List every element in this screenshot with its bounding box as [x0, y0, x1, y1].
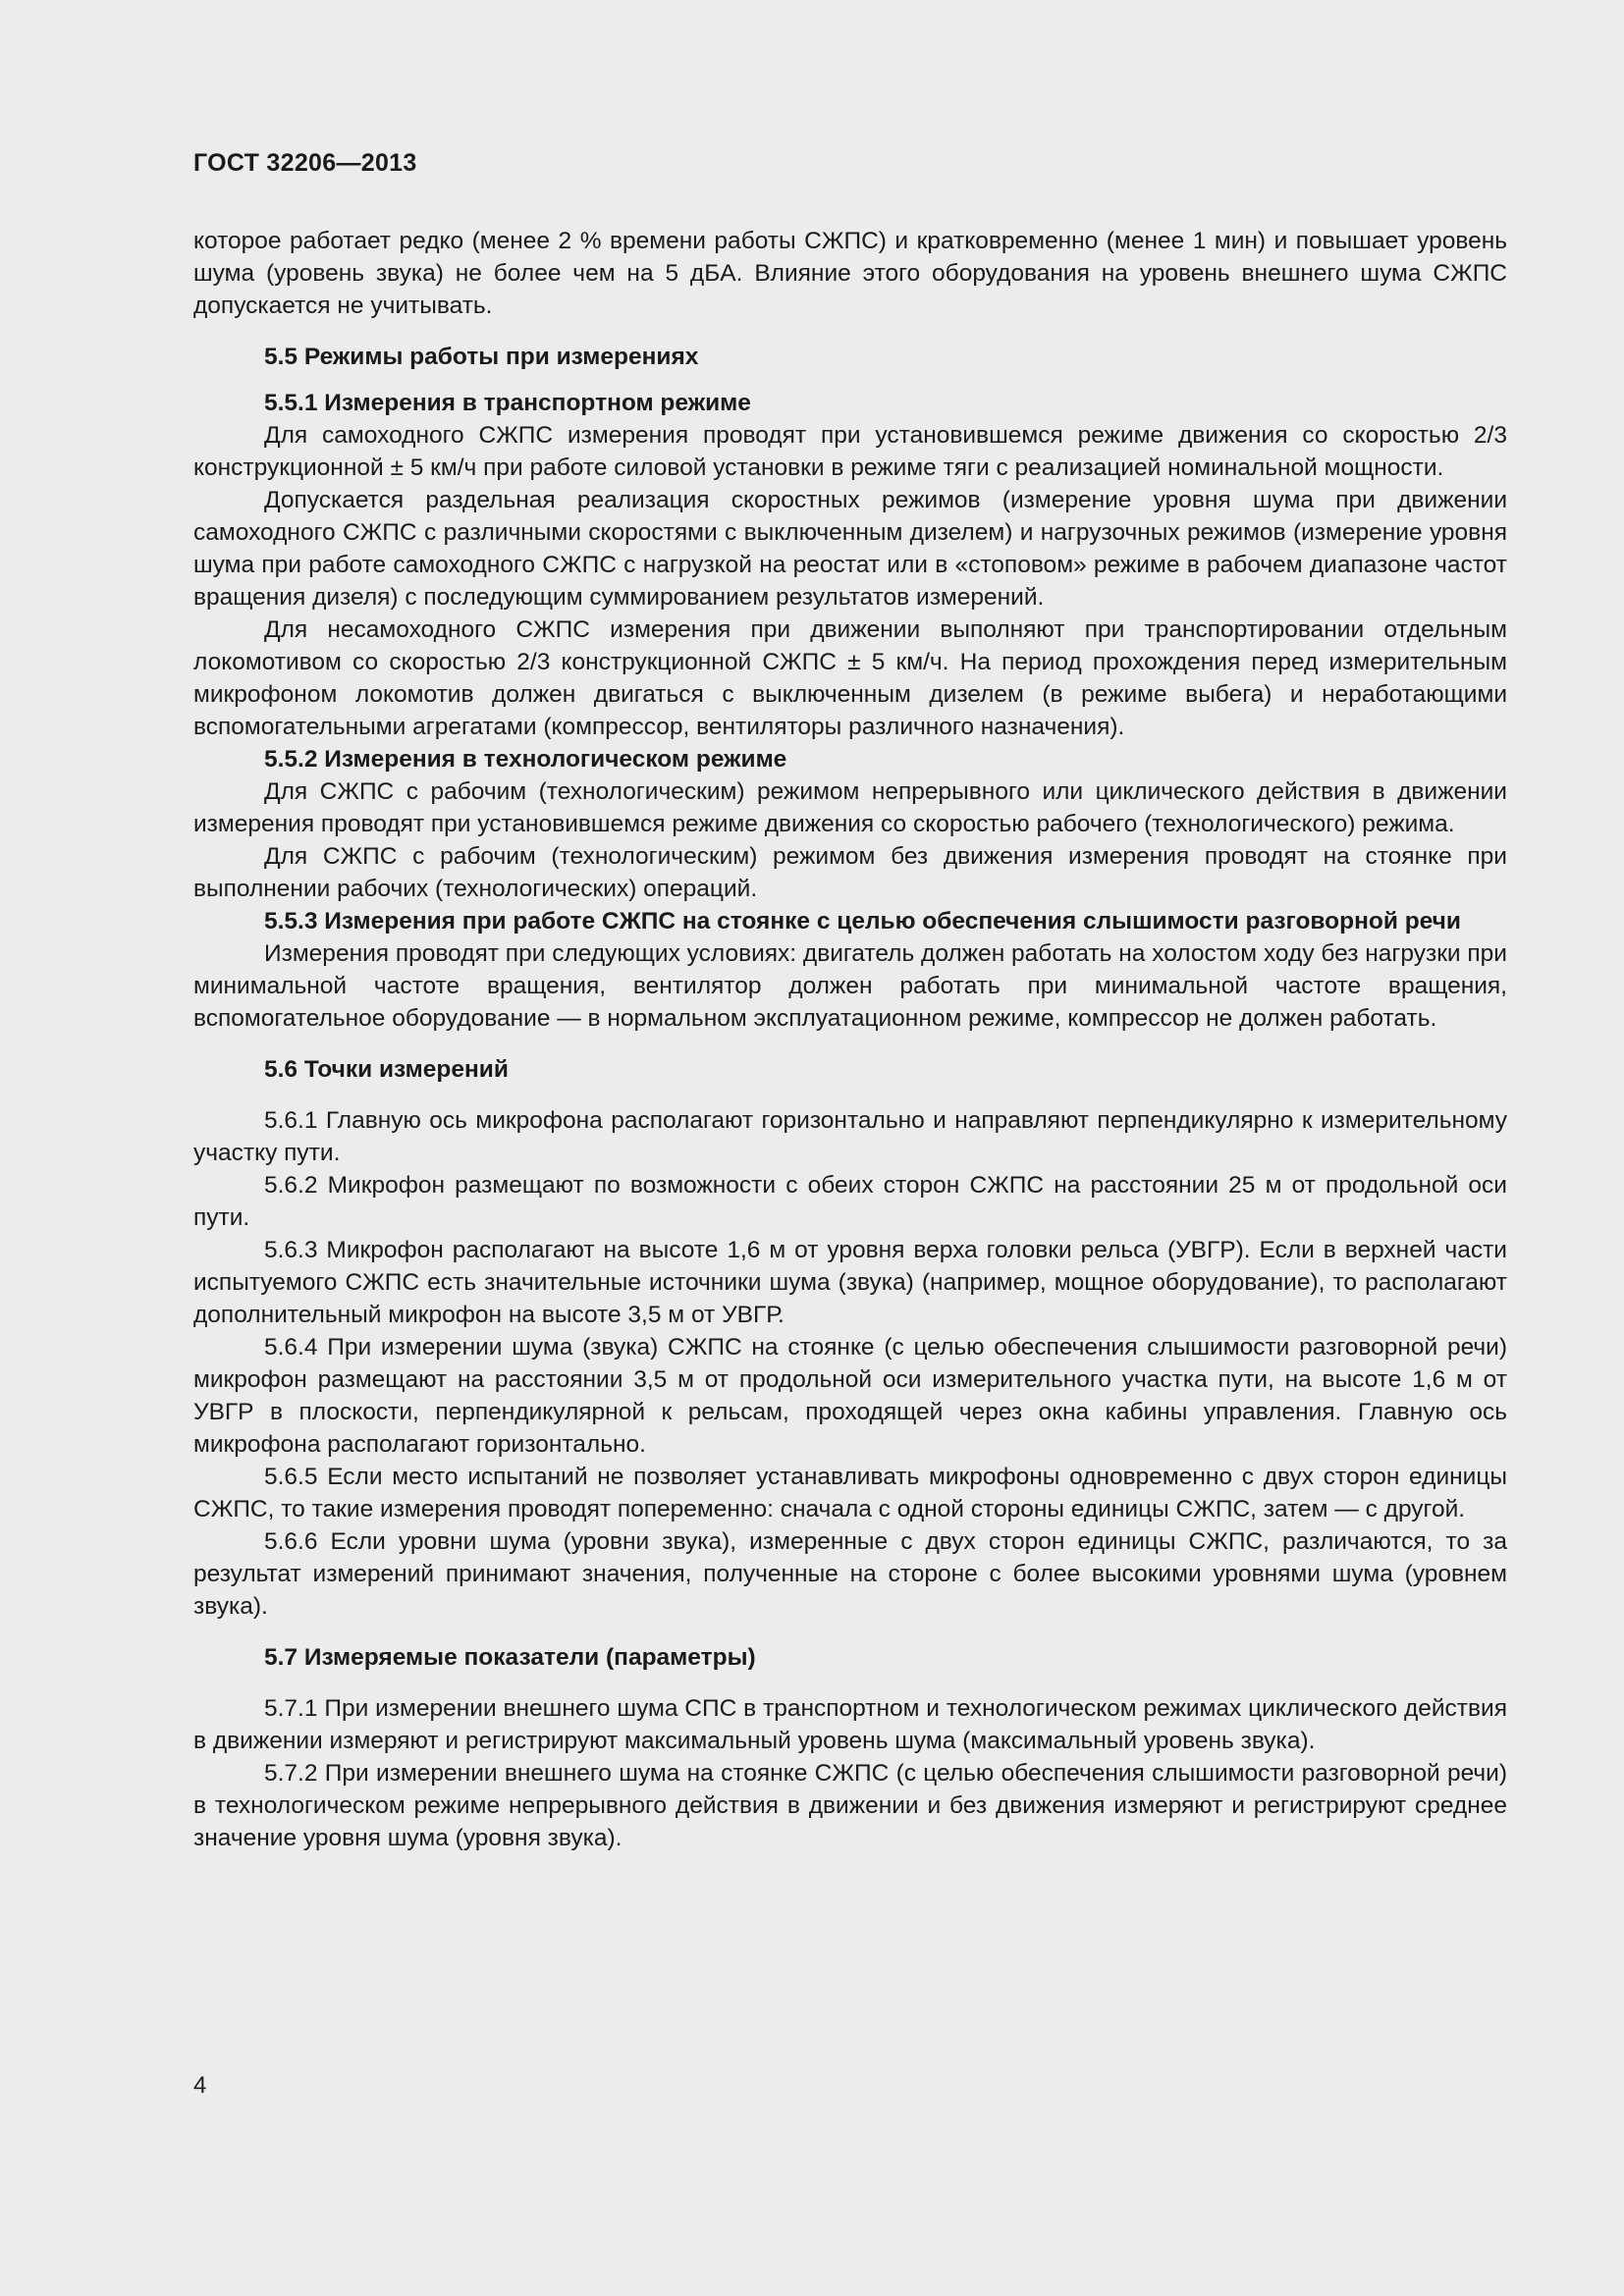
- document-body: [193, 225, 1507, 1854]
- paragraph: Допускается раздельная реализация скоростных режимов (измерение уровня шума при движении самоходного СЖПС с различными скоростями с выключенным дизелем) и нагрузочных режимов (измерение уровня шума при работе самоходного СЖПС с нагрузкой на реостат или в «стоповом» режиме в рабочем диапазоне частот вращения дизеля) с последующим суммированием результатов измерений.: [193, 487, 1507, 611]
- subsection-heading-5-5-2: 5.5.2 Измерения в технологическом режиме: [264, 746, 787, 773]
- subsection-heading-5-5-1: 5.5.1 Измерения в транспортном режиме: [264, 390, 751, 416]
- section-heading-5-5: 5.5 Режимы работы при измерениях: [264, 344, 699, 370]
- paragraph: Для несамоходного СЖПС измерения при движении выполняют при транспортировании отдельным локомотивом со скоростью 2/3 конструкционной СЖПС ± 5 км/ч. На период прохождения перед измерительным микрофоном локомотив должен двигаться с выключенным дизелем (в режиме выбега) и неработающими вспомогательными агрегатами (компрессор, вентиляторы различного назначения).: [193, 616, 1507, 740]
- paragraph: 5.6.2 Микрофон размещают по возможности с обеих сторон СЖПС на расстоянии 25 м от продольной оси пути.: [193, 1172, 1507, 1231]
- paragraph: 5.7.2 При измерении внешнего шума на стоянке СЖПС (с целью обеспечения слышимости разговорной речи) в технологическом режиме непрерывного действия в движении и без движения измеряют и регистрируют среднее значение уровня шума (уровня звука).: [193, 1760, 1507, 1851]
- page-number: 4: [193, 2072, 207, 2099]
- paragraph: Для СЖПС с рабочим (технологическим) режимом без движения измерения проводят на стоянке при выполнении рабочих (технологических) операций.: [193, 843, 1507, 902]
- paragraph: 5.7.1 При измерении внешнего шума СПС в транспортном и технологическом режимах циклического действия в движении измеряют и регистрируют максимальный уровень шума (максимальный уровень звука).: [193, 1695, 1507, 1754]
- paragraph-continuation: которое работает редко (менее 2 % времени работы СЖПС) и кратковременно (менее 1 мин) и повышает уровень шума (уровень звука) не более чем на 5 дБA. Влияние этого оборудования на уровень внешнего шума СЖПС допускается не учитывать.: [193, 228, 1507, 319]
- paragraph: 5.6.1 Главную ось микрофона располагают горизонтально и направляют перпендикулярно к измерительному участку пути.: [193, 1107, 1507, 1166]
- paragraph: Для СЖПС с рабочим (технологическим) режимом непрерывного или циклического действия в движении измерения проводят при установившемся режиме движения со скоростью рабочего (технологического) режима.: [193, 778, 1507, 837]
- paragraph: 5.6.3 Микрофон располагают на высоте 1,6 м от уровня верха головки рельса (УВГР). Если в верхней части испытуемого СЖПС есть значительные источники шума (звука) (например, мощное оборудование), то располагают дополнительный микрофон на высоте 3,5 м от УВГР.: [193, 1237, 1507, 1328]
- paragraph: 5.6.5 Если место испытаний не позволяет устанавливать микрофоны одновременно с двух сторон единицы СЖПС, то такие измерения проводят попеременно: сначала с одной стороны единицы СЖПС, затем — с другой.: [193, 1464, 1507, 1522]
- paragraph: 5.6.6 Если уровни шума (уровни звука), измеренные с двух сторон единицы СЖПС, различаются, то за результат измерений принимают значения, полученные на стороне с более высокими уровнями шума (уровнем звука).: [193, 1528, 1507, 1620]
- section-heading-5-6: 5.6 Точки измерений: [264, 1056, 509, 1083]
- section-heading-5-7: 5.7 Измеряемые показатели (параметры): [264, 1644, 756, 1671]
- subsection-heading-5-5-3: 5.5.3 Измерения при работе СЖПС на стоянке с целью обеспечения слышимости разговорной речи: [264, 908, 1461, 934]
- paragraph: 5.6.4 При измерении шума (звука) СЖПС на стоянке (с целью обеспечения слышимости разговорной речи) микрофон размещают на расстоянии 3,5 м от продольной оси измерительного участка пути, на высоте 1,6 м от УВГР в плоскости, перпендикулярной к рельсам, проходящей через окна кабины управления. Главную ось микрофона располагают горизонтально.: [193, 1334, 1507, 1458]
- paragraph: Измерения проводят при следующих условиях: двигатель должен работать на холостом ходу без нагрузки при минимальной частоте вращения, вентилятор должен работать при минимальной частоте вращения, вспомогательное оборудование — в нормальном эксплуатационном режиме, компрессор не должен работать.: [193, 940, 1507, 1032]
- document-header: ГОСТ 32206—2013: [193, 149, 417, 177]
- paragraph: Для самоходного СЖПС измерения проводят при установившемся режиме движения со скоростью 2/3 конструкционной ± 5 км/ч при работе силовой установки в режиме тяги с реализацией номинальной мощности.: [193, 422, 1507, 481]
